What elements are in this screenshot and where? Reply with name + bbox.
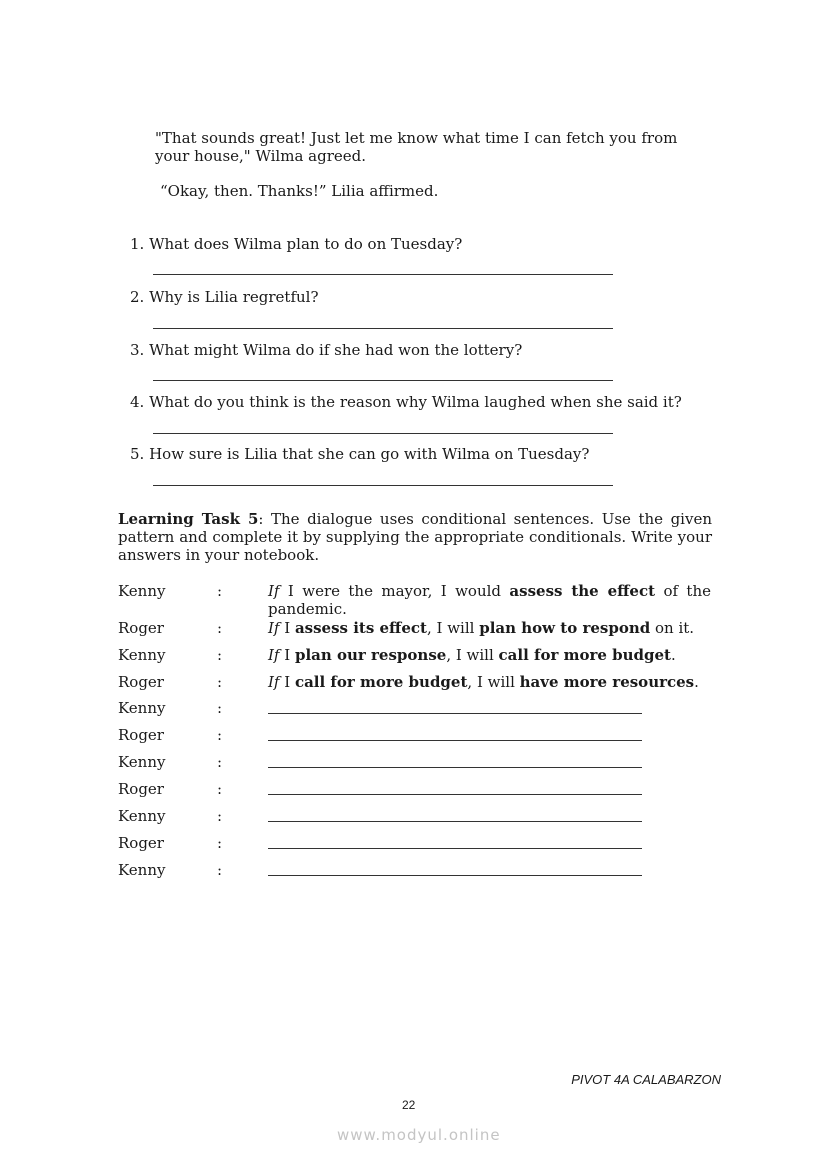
question-5: 5. How sure is Lilia that she can go with Wilma on Tuesday? (130, 445, 590, 463)
blank-line-4-colon: : (217, 780, 223, 798)
dialogue-paragraph-2: “Okay, then. Thanks!” Lilia affirmed. (160, 182, 439, 200)
dialogue-paragraph-1 (155, 129, 715, 165)
page-number: 22 (402, 1098, 416, 1112)
answer-line-3 (153, 380, 613, 381)
blank-line-1-colon: : (217, 699, 223, 717)
question-2: 2. Why is Lilia regretful? (130, 288, 319, 306)
blank-line-3-speaker: Kenny (118, 753, 166, 771)
dialogue-paragraph-1-line-2: your house," Wilma agreed. (155, 147, 366, 165)
blank-line-1-speaker: Kenny (118, 699, 166, 717)
dialogue-line-4-colon: : (217, 673, 223, 691)
question-3: 3. What might Wilma do if she had won the lottery? (130, 341, 523, 359)
blank-line-5-colon: : (217, 807, 223, 825)
blank-answer-line-7 (268, 875, 642, 876)
answer-line-1 (153, 274, 613, 275)
blank-line-4-speaker: Roger (118, 780, 164, 798)
dialogue-line-3-speaker: Kenny (118, 646, 166, 664)
question-4: 4. What do you think is the reason why Wilma laughed when she said it? (130, 393, 682, 411)
blank-answer-line-3 (268, 767, 642, 768)
blank-answer-line-5 (268, 821, 642, 822)
blank-line-7-speaker: Kenny (118, 861, 166, 879)
dialogue-line-2-speaker: Roger (118, 619, 164, 637)
dialogue-line-1-colon: : (217, 582, 223, 600)
blank-line-6-speaker: Roger (118, 834, 164, 852)
dialogue-line-4-text: If I call for more budget, I will have more resources. (268, 673, 699, 691)
learning-task-5-instruction (118, 510, 712, 564)
answer-line-2 (153, 328, 613, 329)
dialogue-line-4-speaker: Roger (118, 673, 164, 691)
blank-line-6-colon: : (217, 834, 223, 852)
dialogue-line-2-text: If I assess its effect, I will plan how to respond on it. (268, 619, 695, 637)
dialogue-line-1-speaker: Kenny (118, 582, 166, 600)
answer-line-5 (153, 485, 613, 486)
blank-line-7-colon: : (217, 861, 223, 879)
watermark: www.modyul.online (337, 1126, 501, 1144)
answer-line-4 (153, 433, 613, 434)
dialogue-line-3-text: If I plan our response, I will call for more budget. (268, 646, 676, 664)
learning-task-5-label: Learning Task 5 (118, 510, 259, 528)
blank-line-3-colon: : (217, 753, 223, 771)
question-1: 1. What does Wilma plan to do on Tuesday? (130, 235, 463, 253)
dialogue-line-3-colon: : (217, 646, 223, 664)
blank-line-2-speaker: Roger (118, 726, 164, 744)
blank-answer-line-4 (268, 794, 642, 795)
blank-line-2-colon: : (217, 726, 223, 744)
dialogue-paragraph-1-line-1: "That sounds great! Just let me know what time I can fetch you from (155, 129, 678, 147)
dialogue-line-2-colon: : (217, 619, 223, 637)
learning-task-5-text: : The dialogue uses conditional sentences. Use the given pattern and complete it by supplying the appropriate conditionals. Write your answers in your notebook. (118, 510, 712, 564)
blank-answer-line-6 (268, 848, 642, 849)
blank-line-5-speaker: Kenny (118, 807, 166, 825)
dialogue-line-1-text: If I were the mayor, I would assess the effect of the pandemic. (268, 582, 711, 618)
footer-brand: PIVOT 4A CALABARZON (571, 1072, 721, 1087)
blank-answer-line-1 (268, 713, 642, 714)
blank-answer-line-2 (268, 740, 642, 741)
